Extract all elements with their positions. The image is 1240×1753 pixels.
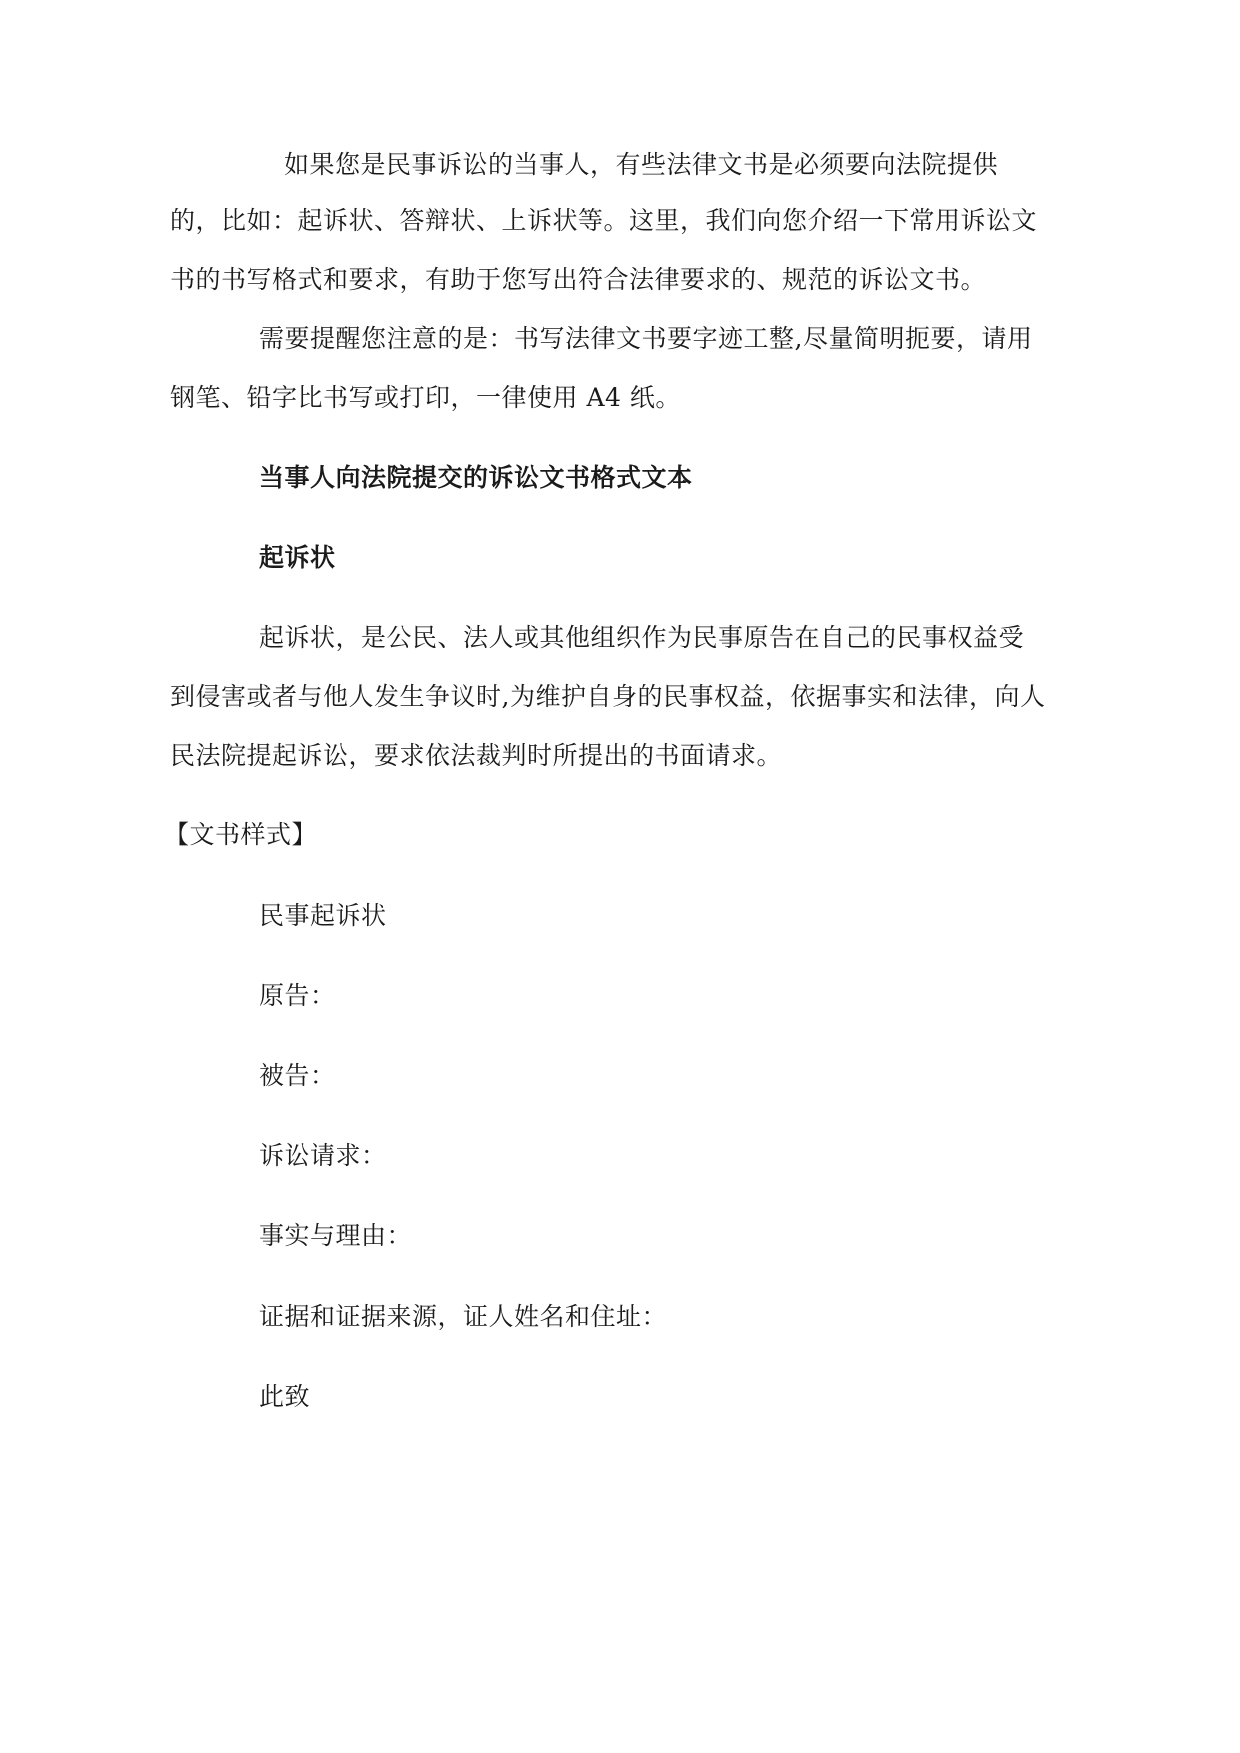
template-closing: 此致 [259,1382,311,1411]
template-title: 民事起诉状 [259,901,387,930]
template-claims: 诉讼请求： [259,1141,387,1170]
template-plaintiff: 原告： [259,981,336,1010]
definition-line-1: 起诉状，是公民、法人或其他组织作为民事原告在自己的民事权益受 [259,623,1025,652]
intro-paragraph-1-line-2: 的，比如：起诉状、答辩状、上诉状等。这里，我们向您介绍一下常用诉讼文 [170,206,1038,235]
definition-line-2: 到侵害或者与他人发生争议时,为维护自身的民事权益，依据事实和法律，向人 [170,682,1046,711]
section-title: 当事人向法院提交的诉讼文书格式文本 [259,463,693,492]
template-defendant: 被告： [259,1061,336,1090]
intro-paragraph-2-line-2: 钢笔、铅字比书写或打印，一律使用 A4 纸。 [170,383,681,412]
intro-paragraph-2-line-1: 需要提醒您注意的是：书写法律文书要字迹工整,尽量简明扼要，请用 [259,324,1033,353]
definition-line-3: 民法院提起诉讼，要求依法裁判时所提出的书面请求。 [170,741,783,770]
template-evidence: 证据和证据来源，证人姓名和住址： [259,1302,668,1331]
subsection-title: 起诉状 [259,543,336,572]
intro-paragraph-1-line-1: 如果您是民事诉讼的当事人，有些法律文书是必须要向法院提供 [284,150,999,179]
template-facts: 事实与理由： [259,1221,413,1250]
intro-paragraph-1-line-3: 书的书写格式和要求，有助于您写出符合法律要求的、规范的诉讼文书。 [170,265,987,294]
sample-label: 【文书样式】 [164,820,318,849]
